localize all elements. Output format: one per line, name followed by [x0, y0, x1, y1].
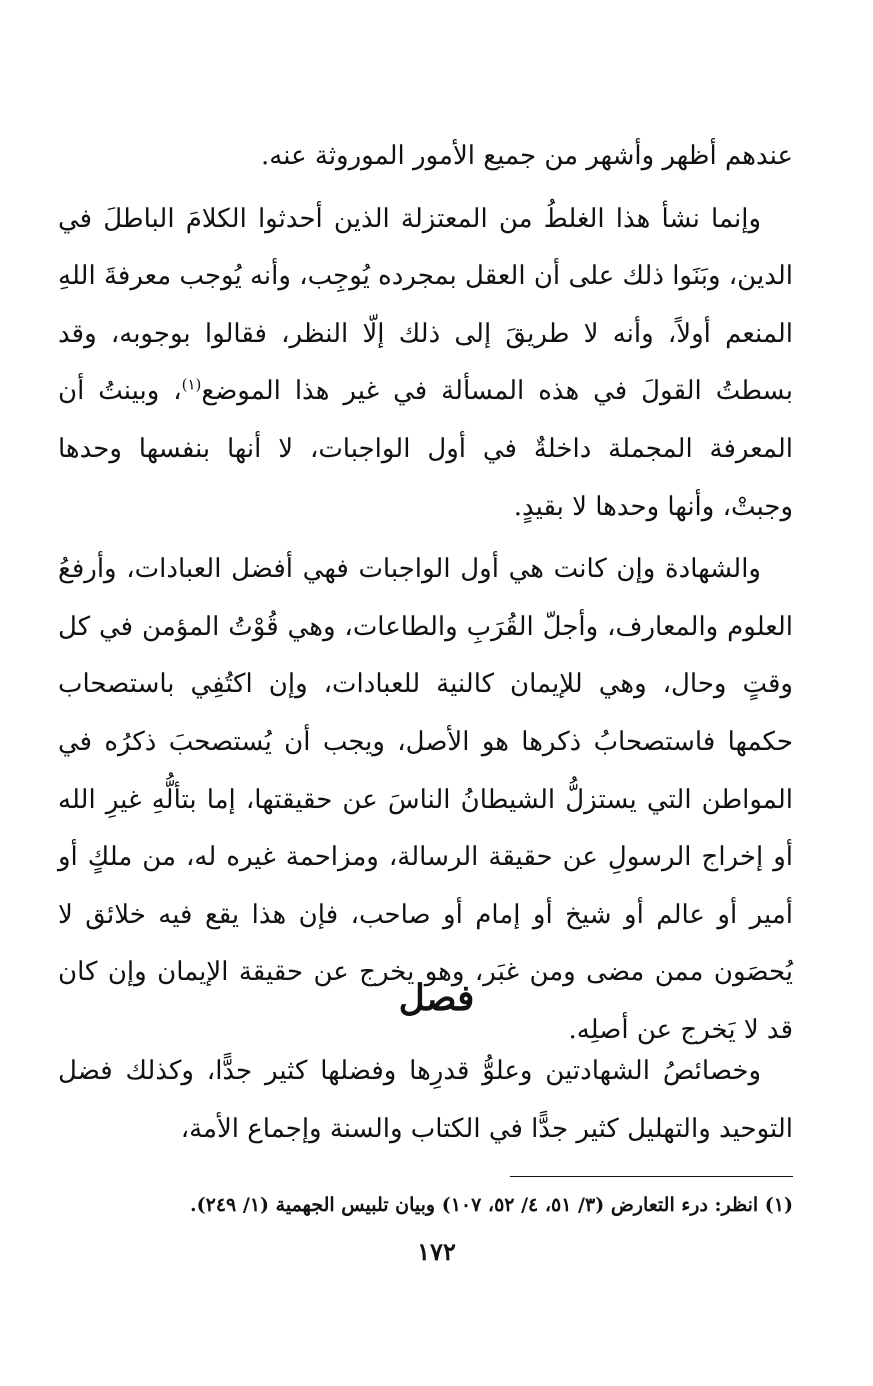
paragraph-continuation: عندهم أظهر وأشهر من جميع الأمور الموروثة عنه. [261, 141, 793, 171]
section-text [58, 1043, 793, 1158]
main-text [58, 128, 793, 1060]
footnote: (١) انظر: درء التعارض (٣/ ٥١، ٤/ ٥٢، ١٠٧) وبيان تلبيس الجهمية (١/ ٢٤٩). [190, 1194, 793, 1216]
page-number: ١٧٢ [417, 1237, 456, 1266]
paragraph-khasais: وخصائصُ الشهادتين وعلوُّ قدرِها وفضلها كثير جدًّا، وكذلك فضل التوحيد والتهليل كثير جدًّا في الكتاب والسنة وإجماع الأمة، [58, 1056, 793, 1144]
footnote-divider [510, 1176, 793, 1177]
paragraph-shahada: والشهادة وإن كانت هي أول الواجبات فهي أفضل العبادات، وأرفعُ العلوم والمعارف، وأجلّ القُرَبِ والطاعات، وهي قُوْتُ المؤمن في كل وقتٍ وحال، وهي للإيمان كالنية للعبادات، وإن اكتُفِي باستصحاب حكمها فاستصحابُ ذكرها هو الأصل، ويجب أن يُستصحبَ ذكرُه في المواطن التي يستزلُّ الشيطانُ الناسَ عن حقيقتها، إما بتألُّهِ غيرِ الله أو إخراج الرسولِ عن حقيقة الرسالة، ومزاحمة غيره له، من ملكٍ أو أمير أو عالم أو شيخ أو إمام أو صاحب، فإن هذا يقع فيه خلائق لا يُحصَون ممن مضى ومن غبَر، وهو يخرج عن حقيقة الإيمان وإن كان قد لا يَخرج عن أصلِه. [58, 554, 793, 1045]
paragraph-mutazila-head: وإنما نشأ هذا الغلطُ من المعتزلة الذين أحدثوا الكلامَ الباطلَ في الدين، وبَنَوا ذلك على أن العقل بمجرده يُوجِب، وأنه يُوجب معرفةَ اللهِ المنعم أولاً، وأنه لا طريقَ إلى ذلك إلّا النظر، فقالوا بوجوبه، وقد بسطتُ القولَ في هذه المسألة في غير هذا الموضع [58, 203, 793, 407]
section-heading: فصل [398, 977, 475, 1019]
footnote-marker[interactable]: (١) [181, 375, 202, 394]
paragraph-mutazila-tail: ، وبينتُ أن المعرفة المجملة داخلةٌ في أول الواجبات، لا أنها بنفسها وحدها وجبتْ، وأنها وحدها لا بقيدٍ. [58, 376, 793, 522]
paragraph-mutazila [58, 191, 793, 537]
